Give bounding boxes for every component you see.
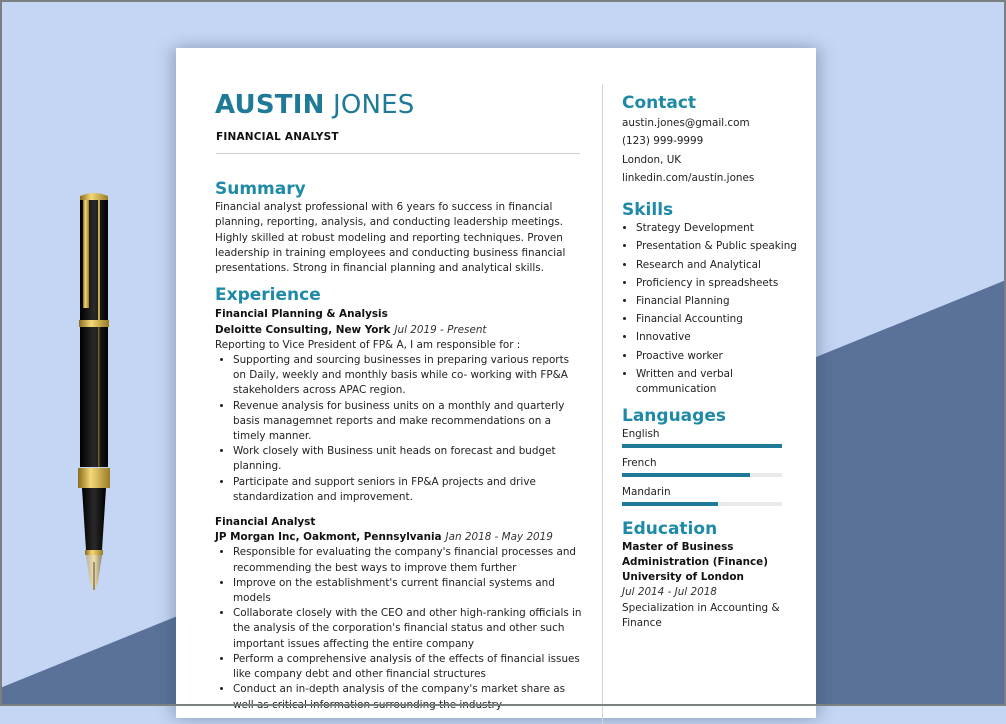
header-divider [216, 153, 580, 154]
skills-heading: Skills [622, 200, 674, 221]
job-title: Financial Analyst [215, 516, 316, 529]
job-company [215, 530, 585, 545]
languages-section [622, 407, 797, 506]
list-item: • Collaborate closely with the CEO and other high-ranking officials in the analysis of the corporation's financial status and other such important issues affecting the entire company [233, 606, 585, 652]
contact-heading: Contact [622, 93, 697, 113]
summary-heading: Summary [215, 179, 306, 199]
list-item: • Conduct an in-depth analysis of the company's market share as well as critical information surrounding the industry [233, 682, 585, 712]
list-item: • Improve on the establishment's current financial systems and models [233, 576, 585, 606]
job-title: Financial Planning & Analysis [215, 308, 388, 321]
company-name: JP Morgan Inc, Oakmont, Pennsylvania [215, 531, 442, 544]
list-item: • Work closely with Business unit heads on forecast and budget planning. [233, 444, 585, 474]
school: University of London [622, 571, 744, 584]
list-item: • Presentation & Public speaking [636, 239, 797, 254]
list-item: • Proactive worker [636, 349, 797, 364]
list-item: • Perform a comprehensive analysis of the effects of financial issues like company debt and other financial structures [233, 652, 585, 682]
contact-location: London, UK [622, 153, 682, 166]
list-item: • Revenue analysis for business units on a monthly and quarterly basis managemnet reports and make recommendations on a timely manner. [233, 399, 585, 445]
contact-linkedin[interactable]: linkedin.com/austin.jones [622, 171, 755, 184]
experience-section [215, 285, 585, 712]
language-item [622, 456, 797, 477]
language-name: French [622, 456, 657, 469]
language-level-bar [622, 473, 782, 477]
list-item: • Innovative [636, 330, 797, 345]
candidate-name [215, 90, 415, 120]
job-dates: Jan 2018 - May 2019 [445, 531, 553, 544]
contact-phone: (123) 999-9999 [622, 135, 704, 148]
summary-text: Financial analyst professional with 6 years fo success in financial planning, reporting, analysis, and conducting leadership meetings. Highly skilled at robust modeling and reporting techniques. Proven leadership in training employees and conducting business financial presentations. Strong in financial planning and analytical skills. [215, 201, 566, 275]
summary-section [215, 179, 585, 276]
main-column [215, 179, 585, 713]
language-name: English [622, 427, 660, 440]
job-entry [215, 515, 585, 713]
job-intro: Reporting to Vice President of FP& A, I am responsible for : [215, 338, 521, 351]
language-level-bar [622, 502, 782, 506]
language-level-bar [622, 444, 782, 448]
contact-email[interactable]: austin.jones@gmail.com [622, 117, 750, 130]
list-item: • Supporting and sourcing businesses in preparing various reports on Daily, weekly and monthly basis while co- working with FP&A stakeholders across APAC region. [233, 353, 585, 399]
last-name: JONES [333, 90, 415, 120]
job-company [215, 323, 585, 338]
list-item: • Participate and support seniors in FP&A projects and drive standardization and improvement. [233, 475, 585, 505]
education-section [622, 520, 797, 631]
job-bullets [215, 353, 585, 505]
resume-page [176, 48, 816, 718]
job-role: FINANCIAL ANALYST [216, 131, 339, 143]
contact-section [622, 94, 797, 187]
first-name: AUSTIN [215, 90, 325, 120]
education-dates: Jul 2014 - Jul 2018 [622, 586, 717, 599]
column-divider [602, 84, 603, 724]
degree: Master of Business Administration (Finance) [622, 541, 768, 569]
job-entry [215, 307, 585, 505]
language-item [622, 485, 797, 506]
job-bullets [215, 545, 585, 712]
specialization: Specialization in Accounting & Finance [622, 602, 780, 630]
sidebar-column [622, 94, 797, 631]
fountain-pen-icon [76, 190, 112, 595]
experience-heading: Experience [215, 285, 321, 306]
list-item: • Research and Analytical [636, 258, 797, 273]
skills-list [622, 221, 797, 397]
language-item [622, 427, 797, 448]
languages-heading: Languages [622, 405, 726, 426]
company-name: Deloitte Consulting, New York [215, 323, 391, 336]
list-item: • Written and verbal communication [636, 367, 797, 397]
job-dates: Jul 2019 - Present [394, 323, 487, 336]
list-item: • Proficiency in spreadsheets [636, 276, 797, 291]
skills-section [622, 201, 797, 397]
language-name: Mandarin [622, 485, 671, 498]
list-item: • Financial Planning [636, 294, 797, 309]
education-heading: Education [622, 518, 718, 539]
list-item: • Strategy Development [636, 221, 797, 236]
list-item: • Responsible for evaluating the company's financial processes and recommending the best ways to improve them further [233, 545, 585, 575]
list-item: • Financial Accounting [636, 312, 797, 327]
